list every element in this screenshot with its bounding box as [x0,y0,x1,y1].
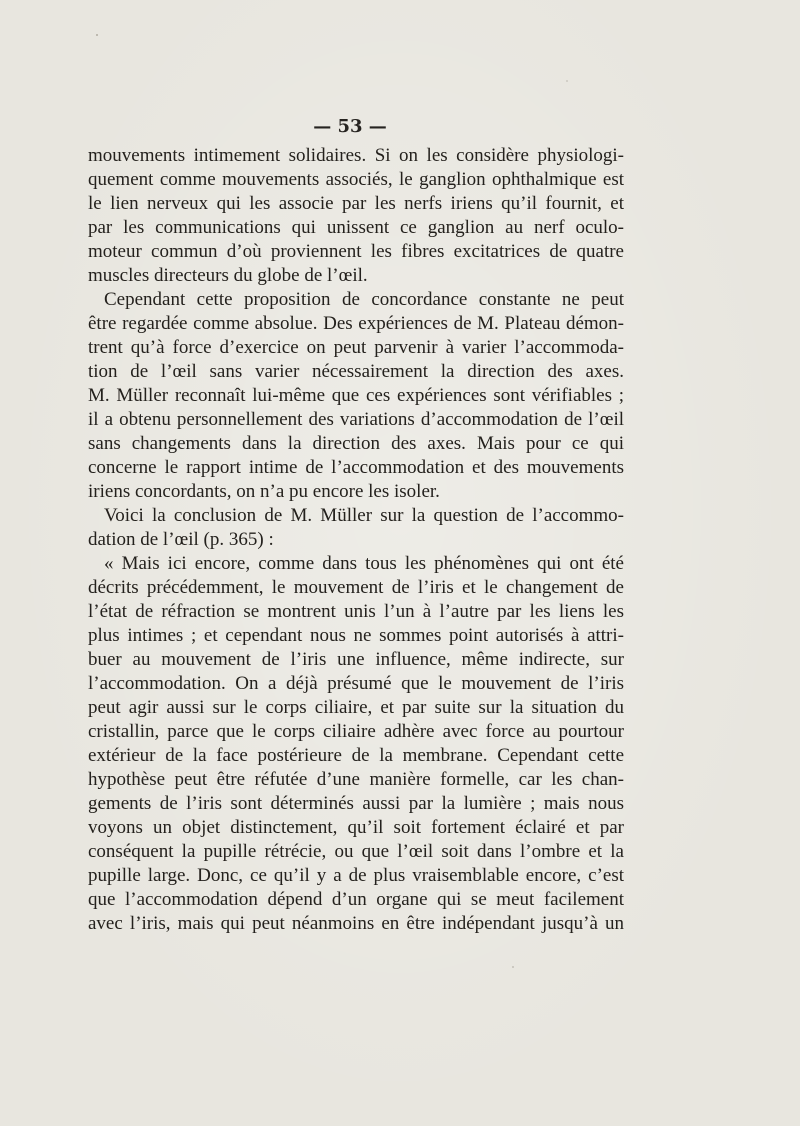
text-line: M. Müller reconnaît lui-même que ces expériences sont vérifiables ; [88,385,624,406]
text-line: extérieur de la face postérieure de la membrane. Cependant cette [88,745,624,766]
text-line: l’état de réfraction se montrent unis l’un à l’autre par les liens les [88,601,624,622]
text-line: iriens concordants, on n’a pu encore les isoler. [88,481,440,502]
text-line: peut agir aussi sur le corps ciliaire, et par suite sur la situation du [88,697,624,718]
text-line: « Mais ici encore, comme dans tous les phénomènes qui ont été [104,553,624,574]
text-line: buer au mouvement de l’iris une influence, même indirecte, sur [88,649,624,670]
text-line: mouvements intimement solidaires. Si on les considère physiologi- [88,145,624,166]
page-number: — 53 — [313,116,387,137]
body-text [88,144,624,936]
text-line: muscles directeurs du globe de l’œil. [88,265,368,286]
text-line: pupille large. Donc, ce qu’il y a de plus vraisemblable encore, c’est [88,865,624,886]
text-line: conséquent la pupille rétrécie, ou que l’œil soit dans l’ombre et la [88,841,624,862]
text-line: avec l’iris, mais qui peut néanmoins en être indépendant jusqu’à un [88,913,624,934]
text-line: dation de l’œil (p. 365) : [88,529,274,550]
paper-speck [96,34,98,36]
text-line: gements de l’iris sont déterminés aussi par la lumière ; mais nous [88,793,624,814]
text-line: plus intimes ; et cependant nous ne sommes point autorisés à attri- [88,625,624,646]
paper-speck [566,80,568,82]
text-line: le lien nerveux qui les associe par les nerfs iriens qu’il fournit, et [88,193,624,214]
paper-speck [512,966,514,968]
text-line: moteur commun d’où proviennent les fibres excitatrices de quatre [88,241,624,262]
paragraph [88,552,624,936]
text-line: Voici la conclusion de M. Müller sur la question de l’accommo- [104,505,624,526]
paragraph [88,504,624,552]
text-line: concerne le rapport intime de l’accommodation et des mouvements [88,457,624,478]
text-line: décrits précédemment, le mouvement de l’iris et le changement de [88,577,624,598]
text-line: par les communications qui unissent ce ganglion au nerf oculo- [88,217,624,238]
text-line: cristallin, parce que le corps ciliaire adhère avec force au pourtour [88,721,624,742]
text-line: être regardée comme absolue. Des expériences de M. Plateau démon- [88,313,624,334]
text-line: tion de l’œil sans varier nécessairement la direction des axes. [88,361,624,382]
text-line: Cependant cette proposition de concordance constante ne peut [104,289,624,310]
text-line: que l’accommodation dépend d’un organe qui se meut facilement [88,889,624,910]
paragraph [88,288,624,504]
text-line: trent qu’à force d’exercice on peut parvenir à varier l’accommoda- [88,337,624,358]
text-line: quement comme mouvements associés, le ganglion ophthalmique est [88,169,624,190]
text-line: il a obtenu personnellement des variations d’accommodation de l’œil [88,409,624,430]
text-line: l’accommodation. On a déjà présumé que le mouvement de l’iris [88,673,624,694]
text-line: sans changements dans la direction des axes. Mais pour ce qui [88,433,624,454]
text-line: hypothèse peut être réfutée d’une manière formelle, car les chan- [88,769,624,790]
text-line: voyons un objet distinctement, qu’il soit fortement éclairé et par [88,817,624,838]
paragraph [88,144,624,288]
